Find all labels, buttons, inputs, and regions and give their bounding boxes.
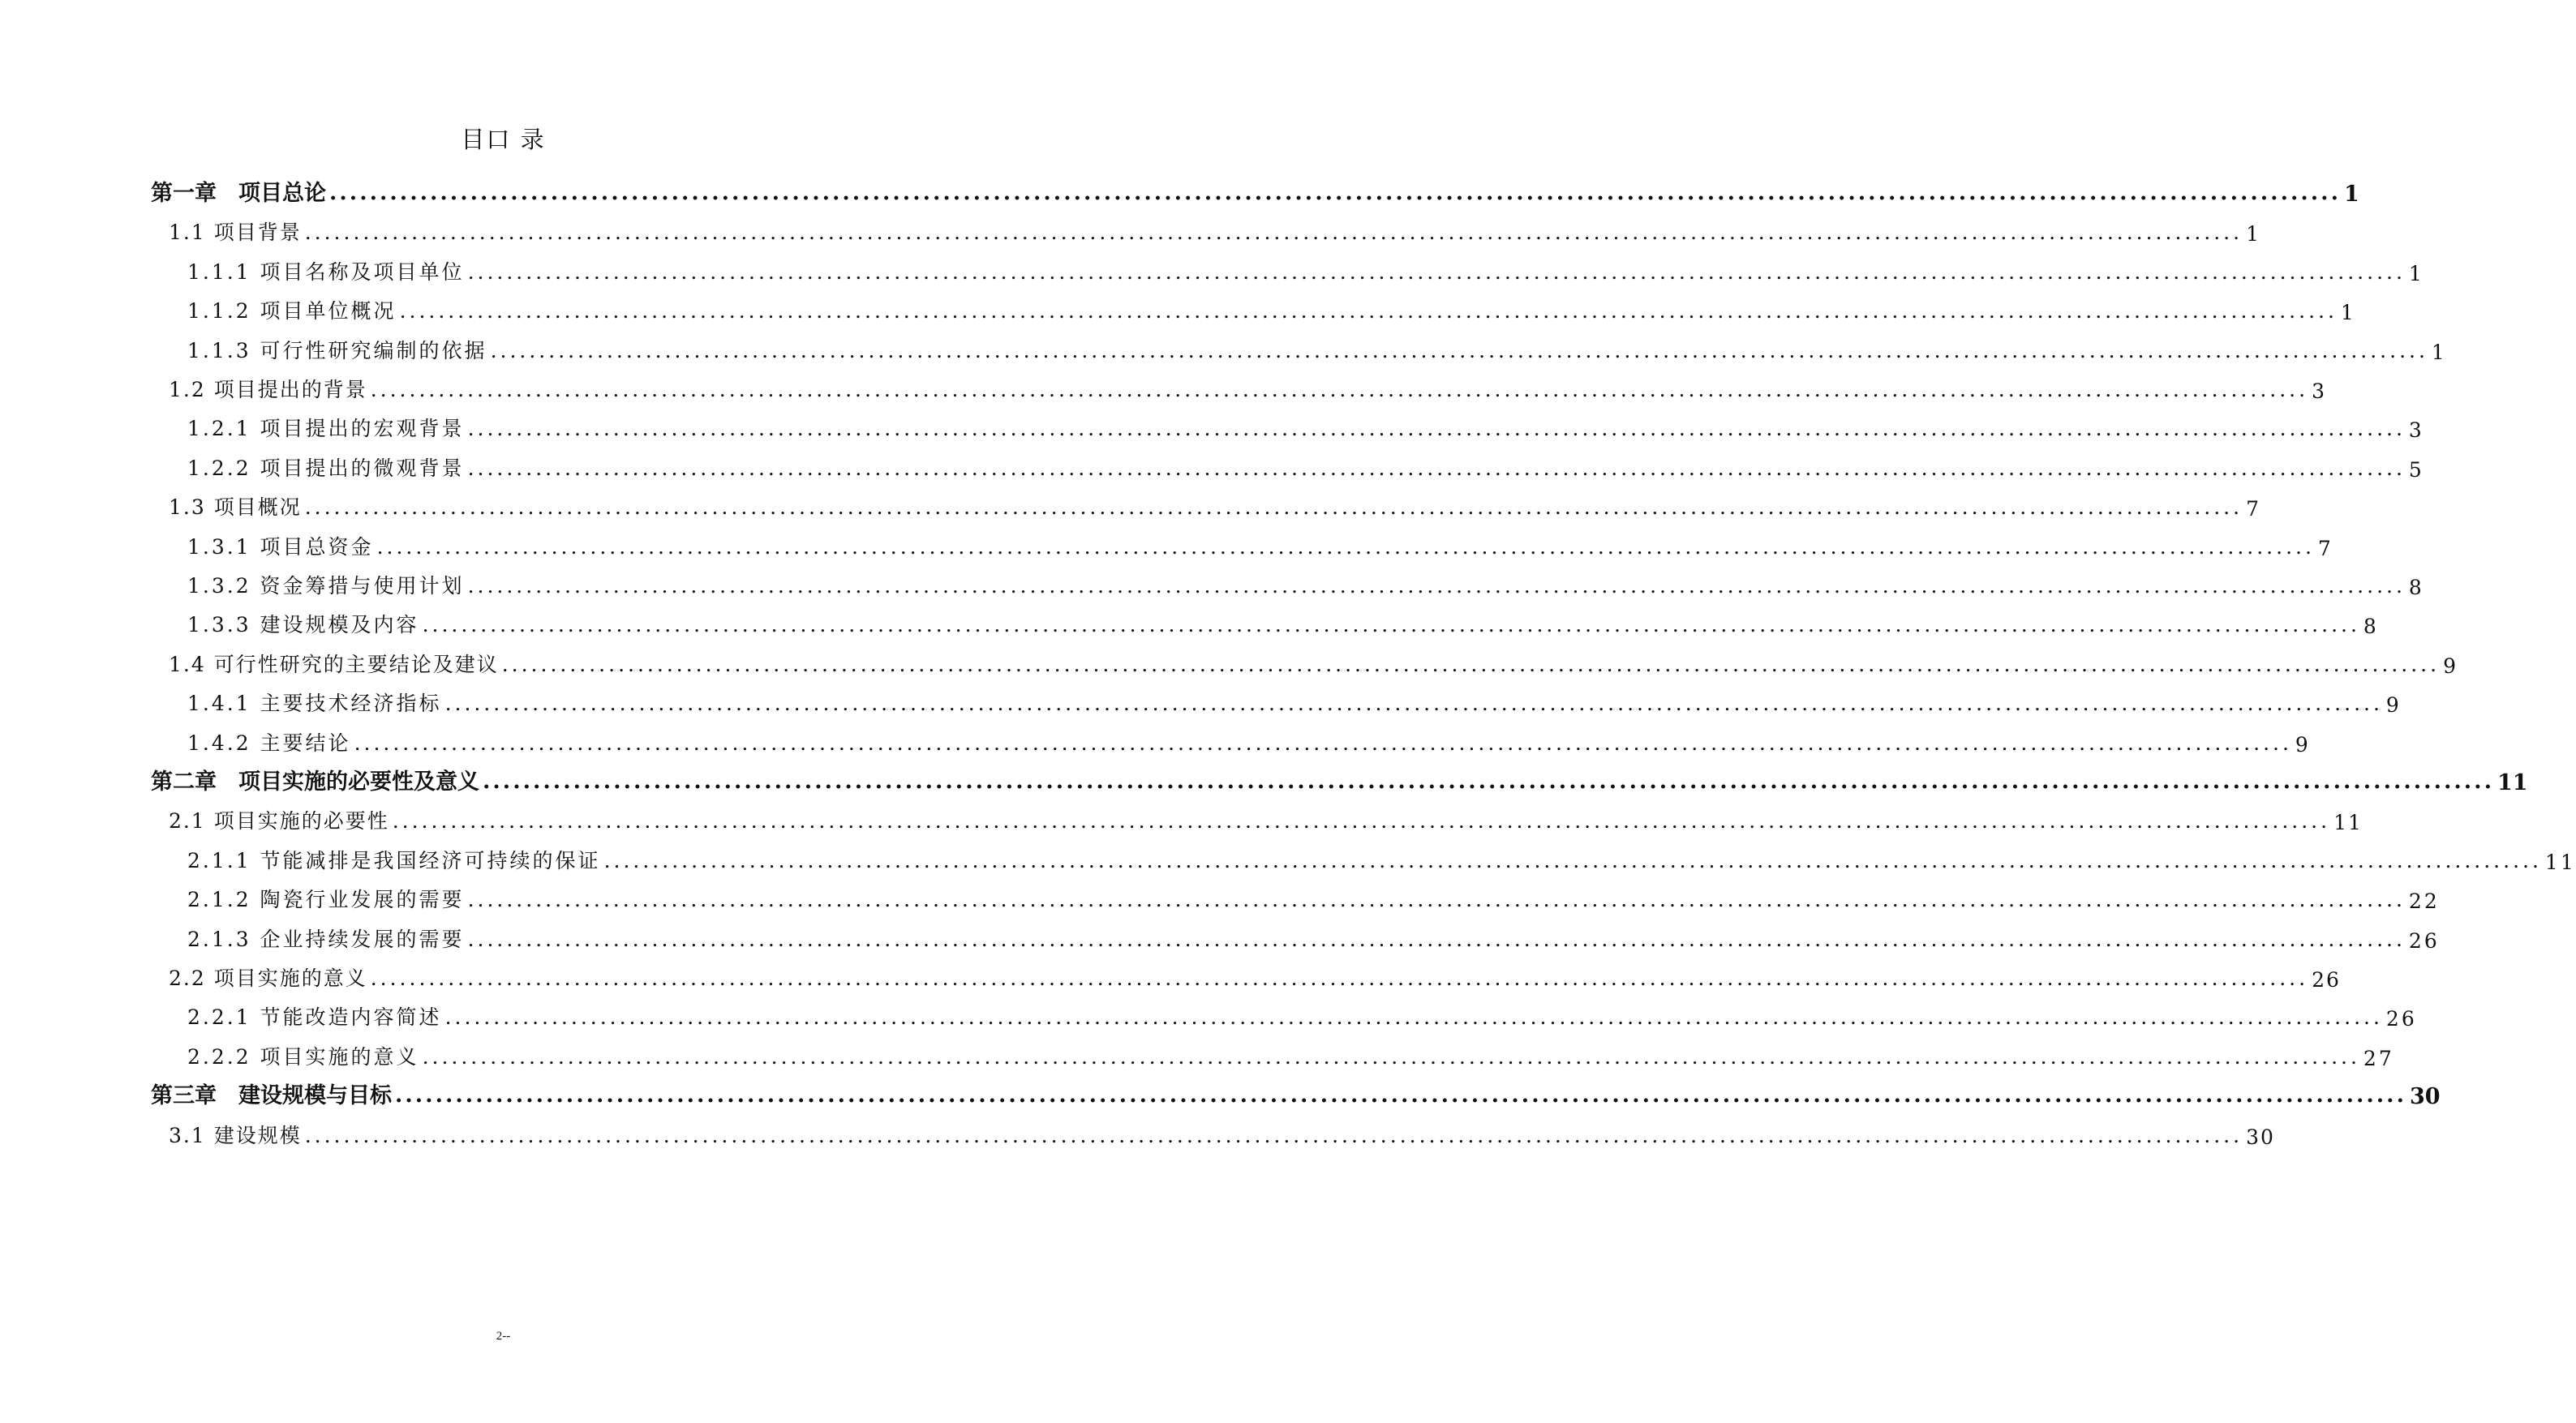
toc-entry-page: 9 <box>2295 732 2311 757</box>
toc-entry-title: 第二章 项目实施的必要性及意义 <box>151 769 479 795</box>
toc-entry-title: 1.2 项目提出的背景 <box>169 378 367 401</box>
toc-entry-page: 11 <box>2333 811 2363 835</box>
toc-entry[interactable] <box>151 842 2576 874</box>
toc-entry-page: 11 <box>2497 770 2528 795</box>
toc-entry-page: 26 <box>2385 1007 2417 1031</box>
toc-leader-dots: ........................................................................................................................................................................................................ <box>422 613 2360 637</box>
toc-entry[interactable] <box>151 409 2424 443</box>
toc-entry-page: 8 <box>2363 615 2379 639</box>
toc-entry-title: 1.3.2 资金筹措与使用计划 <box>187 574 465 598</box>
toc-entry-page: 1 <box>2340 301 2356 325</box>
toc-entry-title: 1.1.2 项目单位概况 <box>187 299 397 324</box>
toc-entry-title: 1.1.1 项目名称及项目单位 <box>187 259 465 284</box>
toc-leader-dots: ........................................................................................................................................................................................................ <box>444 692 2383 716</box>
toc-leader-dots: ........................................................................................................................................................................................................ <box>467 927 2406 951</box>
toc-leader-dots: ........................................................................................................................................................................................................ <box>467 417 2406 441</box>
toc-entry[interactable] <box>151 488 2260 521</box>
toc-entry-page: 9 <box>2385 693 2402 718</box>
toc-entry[interactable] <box>151 998 2417 1031</box>
toc-entry[interactable] <box>151 802 2363 835</box>
toc-leader-dots: ........................................................................................................................................................................................................ <box>329 180 2341 205</box>
toc-entry-title: 2.1.2 陶瓷行业发展的需要 <box>187 888 465 912</box>
toc-entry-page: 30 <box>2246 1125 2275 1149</box>
toc-leader-dots: ........................................................................................................................................................................................................ <box>399 299 2338 324</box>
toc-entry-title: 1.3 项目概况 <box>169 495 302 520</box>
toc-entry-page: 22 <box>2408 889 2440 914</box>
toc-entry-title: 2.1.1 节能减排是我国经济可持续的保证 <box>187 848 601 872</box>
toc-leader-dots: ........................................................................................................................................................................................................ <box>467 259 2406 284</box>
toc-entry[interactable] <box>151 332 2447 364</box>
toc-entry[interactable] <box>151 606 2379 639</box>
toc-entry-title: 1.4.2 主要结论 <box>187 731 351 755</box>
toc-entry[interactable] <box>151 1038 2394 1070</box>
toc-entry-title: 2.1 项目实施的必要性 <box>169 809 389 834</box>
toc-entry-page: 30 <box>2409 1084 2441 1110</box>
toc-entry[interactable] <box>151 881 2440 914</box>
toc-leader-dots: ........................................................................................................................................................................................................ <box>422 1044 2360 1069</box>
toc-entry-title: 2.2.1 节能改造内容简述 <box>187 1005 442 1030</box>
toc-entry-title: 1.4.1 主要技术经济指标 <box>187 692 442 716</box>
toc-entry[interactable] <box>151 724 2311 757</box>
toc-entry-title: 第三章 建设规模与目标 <box>151 1083 392 1109</box>
toc-leader-dots: ........................................................................................................................................................................................................ <box>467 456 2406 480</box>
toc-entry-title: 1.2.2 项目提出的微观背景 <box>187 456 465 480</box>
toc-entry-page: 9 <box>2443 654 2458 678</box>
toc-entry-title: 1.3.1 项目总资金 <box>187 534 374 559</box>
toc-leader-dots: ........................................................................................................................................................................................................ <box>304 495 2243 520</box>
toc-leader-dots: ........................................................................................................................................................................................................ <box>490 338 2428 362</box>
toc-entry[interactable] <box>151 213 2260 246</box>
toc-leader-dots: ........................................................................................................................................................................................................ <box>370 967 2309 990</box>
toc-title: 目口 录 <box>461 126 546 153</box>
toc-entry-page: 26 <box>2312 968 2341 992</box>
toc-entry-title: 2.1.3 企业持续发展的需要 <box>187 927 465 951</box>
toc-entry-page: 1 <box>2431 340 2447 364</box>
toc-entry[interactable] <box>151 684 2402 718</box>
toc-entry-title: 1.3.3 建设规模及内容 <box>187 613 419 637</box>
toc-leader-dots: ........................................................................................................................................................................................................ <box>354 731 2292 755</box>
toc-entry-page: 3 <box>2408 418 2424 443</box>
toc-entry-page: 7 <box>2246 497 2260 521</box>
toc-entry-title: 2.2 项目实施的意义 <box>169 967 367 990</box>
toc-leader-dots: ........................................................................................................................................................................................................ <box>304 1123 2243 1147</box>
toc-leader-dots: ........................................................................................................................................................................................................ <box>370 378 2309 401</box>
toc-entry[interactable] <box>151 292 2356 325</box>
toc-entry[interactable] <box>151 763 2528 795</box>
toc-entry-page: 1 <box>2246 222 2260 246</box>
toc-entry[interactable] <box>151 528 2333 560</box>
toc-entry-page: 11 <box>2544 850 2576 874</box>
toc-entry[interactable] <box>151 1117 2275 1149</box>
toc-entry-page: 26 <box>2408 928 2440 953</box>
toc-entry[interactable] <box>151 959 2341 992</box>
toc-entry-title: 第一章 项目总论 <box>151 181 326 206</box>
toc-entry[interactable] <box>151 371 2326 403</box>
toc-entry[interactable] <box>151 449 2424 482</box>
toc-leader-dots: ........................................................................................................................................................................................................ <box>501 652 2441 676</box>
toc-leader-dots: ........................................................................................................................................................................................................ <box>395 1082 2406 1108</box>
toc-entry[interactable] <box>151 174 2359 207</box>
toc-entry[interactable] <box>151 645 2458 678</box>
toc-entry[interactable] <box>151 920 2440 953</box>
toc-entry-title: 2.2.2 项目实施的意义 <box>187 1044 419 1069</box>
toc-entry[interactable] <box>151 1077 2441 1110</box>
toc-leader-dots: ........................................................................................................................................................................................................ <box>304 221 2243 245</box>
toc-leader-dots: ........................................................................................................................................................................................................ <box>444 1005 2383 1030</box>
toc-leader-dots: ........................................................................................................................................................................................................ <box>467 574 2406 598</box>
toc-entry-page: 27 <box>2363 1046 2394 1070</box>
toc-leader-dots: ........................................................................................................................................................................................................ <box>376 534 2315 559</box>
toc-leader-dots: ........................................................................................................................................................................................................ <box>603 848 2542 872</box>
toc-entry-title: 1.2.1 项目提出的宏观背景 <box>187 417 465 441</box>
toc-entry-page: 8 <box>2408 576 2424 599</box>
toc-entry[interactable] <box>151 253 2424 285</box>
toc-entry-title: 1.1.3 可行性研究编制的依据 <box>187 338 487 362</box>
toc-entry-page: 7 <box>2317 536 2333 560</box>
toc-leader-dots: ........................................................................................................................................................................................................ <box>467 888 2406 912</box>
toc-entry-page: 3 <box>2312 379 2326 403</box>
toc-entry-title: 3.1 建设规模 <box>169 1123 302 1147</box>
toc-entry-title: 1.4 可行性研究的主要结论及建议 <box>169 652 499 676</box>
toc-leader-dots: ........................................................................................................................................................................................................ <box>392 809 2331 834</box>
toc-entry-page: 5 <box>2408 457 2424 482</box>
toc-leader-dots: ........................................................................................................................................................................................................ <box>483 769 2494 794</box>
toc-entry-page: 1 <box>2408 261 2424 285</box>
toc-entry-page: 1 <box>2343 182 2359 207</box>
toc-entry[interactable] <box>151 567 2424 599</box>
page-number: 2-- <box>496 1330 511 1343</box>
toc-entry-title: 1.1 项目背景 <box>169 221 302 245</box>
